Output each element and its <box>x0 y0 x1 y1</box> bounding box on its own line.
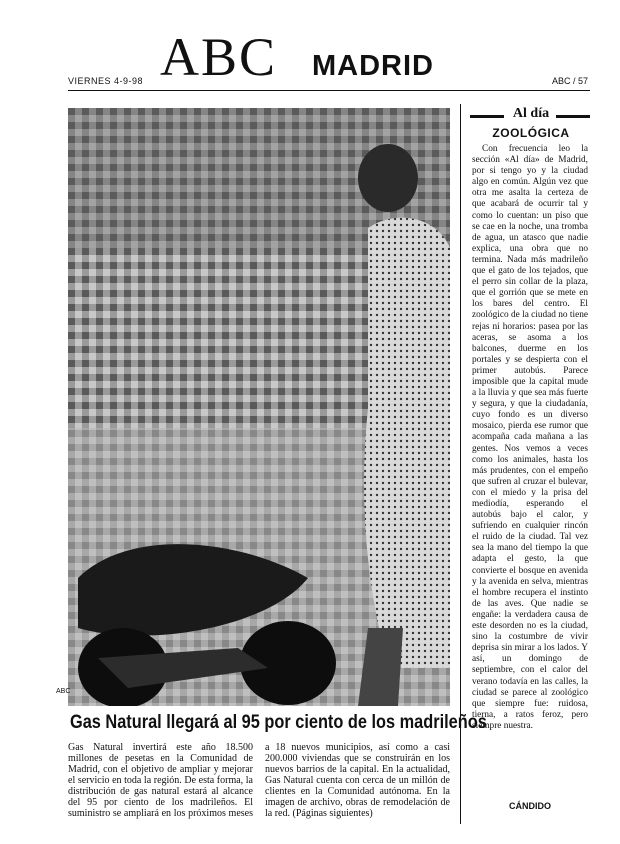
photo-credit: ABC <box>56 688 71 695</box>
header-rule <box>68 90 590 91</box>
column-author: CÁNDIDO <box>509 801 551 811</box>
column-kicker: Al día <box>512 106 550 121</box>
page-number: ABC / 57 <box>551 76 588 86</box>
story-body: Gas Natural invertirá este año 18.500 millones de pesetas en la Comunidad de Madrid, con el objetivo de ampliar y mejorar el servicio en toda la región. De esta forma, la distribución de gas natural estará al alcance del 95 por ciento de los madrileños. El suministro se ampliará en los próximos meses a 18 nuevos municipios, así como a casi 200.000 viviendas que se construirán en los nuevos barrios de la capital. En la actualidad, Gas Natural cuenta con cerca de un millón de clientes en la Comunidad autónoma. En la imagen de archivo, obras de remodelación de la red. (Páginas siguientes) <box>68 742 450 819</box>
newspaper-logo: ABC <box>160 27 278 87</box>
story-headline: Gas Natural llegará al 95 por ciento de los madrileños <box>70 712 487 733</box>
photo-illustration <box>68 108 450 706</box>
column-title: ZOOLÓGICA <box>492 126 570 140</box>
news-photo <box>68 108 450 706</box>
section-title: MADRID <box>312 50 434 82</box>
column-body: Con frecuencia leo la sección «Al día» de Madrid, por si tengo yo y la ciudad algo en común. Algún vez que otra me asalta la certeza de que acabará de ocurrir tal y como lo cuentan: un piso que se cae en la noche, una tromba de agua, un atasco que nadie explica, una obra que no termina. Nada más madrileño que el gato de los tejados, que el perro sin collar de la plaza, que el gorrión que se mete en los bares del centro. El zoológico de la ciudad no tiene rejas ni horarios: pasea por las aceras, se asoma a los balcones, duerme en los portales y se despierta con el primer autobús. Parece imposible que la capital mude a la lluvia y que sea más fuerte y segura, y que la ciudadanía, cuyo fondo es un diverso mosaico, pierda ese rumor que acompaña cada mañana a las gentes. Nos vemos a veces como los animales, hasta los más prudentes, con el empeño que sufren al cruzar el bulevar, con el miedo y la prisa del mediodía, esperando el autobús bajo el calor, y sufriendo en cualquier rincón el ruido de la ciudad. Tal vez sea la mano del tiempo la que adapta el gesto, la que convierte el bosque en avenida y la avenida en selva, mientras el hombre recupera el instinto de las aves. Que nadie se engañe: la verdadera causa de este desorden no es la ciudad, sino la costumbre de vivir deprisa sin mirar a los lados. Y así, un domingo de septiembre, con el calor del verano todavía en las calles, la ciudad se parece al zoológico que siempre fue: ruidosa, tierna, a ratos feroz, pero siempre nuestra. <box>472 144 588 731</box>
issue-date: VIERNES 4-9-98 <box>68 76 144 86</box>
column-divider <box>460 104 461 824</box>
